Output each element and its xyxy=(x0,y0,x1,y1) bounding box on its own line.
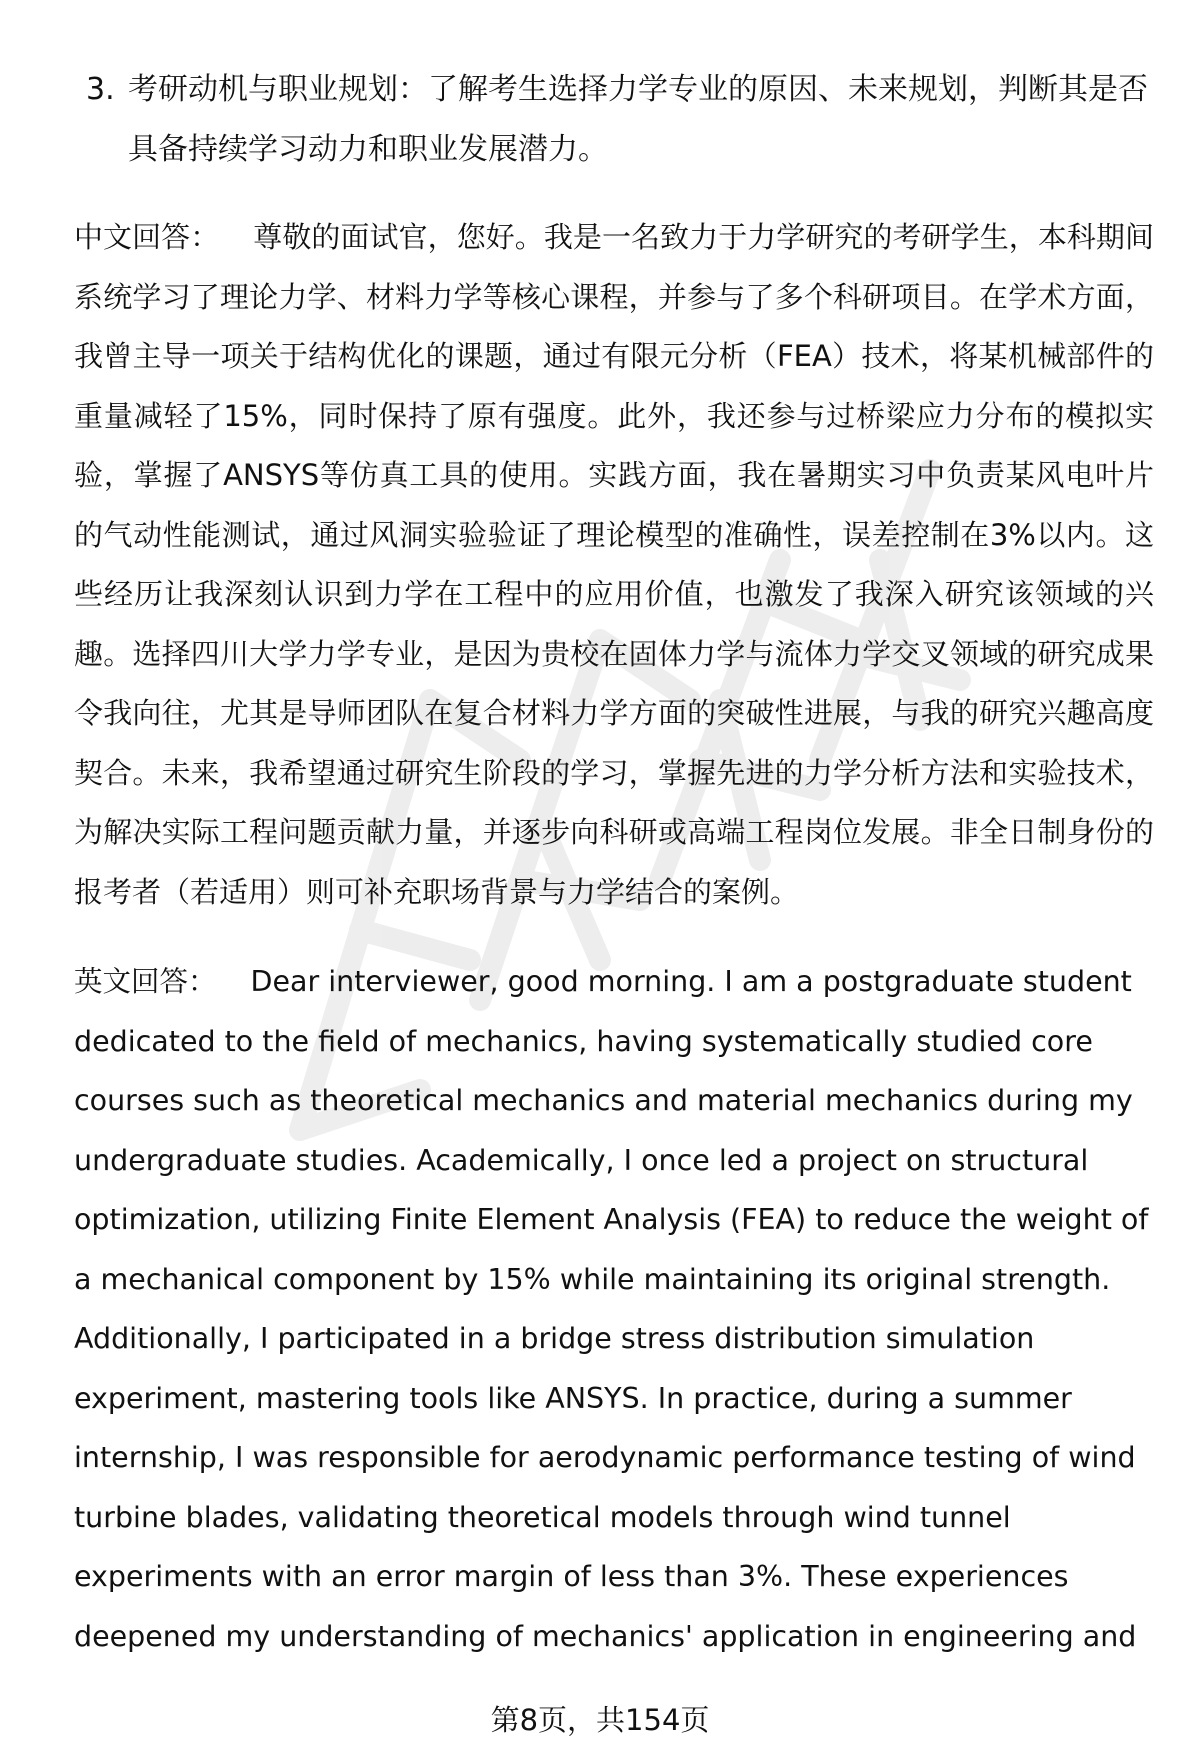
question-number: 3. xyxy=(86,72,115,107)
english-answer-label: 英文回答： xyxy=(74,965,217,998)
english-answer-text: Dear interviewer, good morning. I am a postgraduate student dedicated to the field of mechanics, having systematically studied core courses such as theoretical mechanics and material mechanics during my undergraduate studies. Academically, I once led a project on structural optimization, utilizing Finite Element Analysis (FEA) to reduce the weight of a mechanical component by 15% while maintaining its original strength. Additionally, I participated in a bridge stress distribution simulation experiment, mastering tools like ANSYS. In practice, during a summer internship, I was responsible for aerodynamic performance testing of wind turbine blades, validating theoretical models through wind tunnel experiments with an error margin of less than 3%. These experiences deepened my understanding of mechanics' application in engineering and xyxy=(74,965,1149,1653)
question-item xyxy=(86,60,1150,180)
english-answer xyxy=(74,952,1154,1666)
question-text: 考研动机与职业规划：了解考生选择力学专业的原因、未来规划，判断其是否具备持续学习动力和职业发展潜力。 xyxy=(128,72,1148,167)
page-number: 第8页，共154页 xyxy=(490,1703,710,1737)
chinese-answer xyxy=(74,208,1154,922)
chinese-answer-label: 中文回答： xyxy=(74,220,220,254)
page-footer xyxy=(0,1700,1200,1740)
chinese-answer-text: 尊敬的面试官，您好。我是一名致力于力学研究的考研学生，本科期间系统学习了理论力学、材料力学等核心课程，并参与了多个科研项目。在学术方面，我曾主导一项关于结构优化的课题，通过有限元分析（FEA）技术，将某机械部件的重量减轻了15%，同时保持了原有强度。此外，我还参与过桥梁应力分布的模拟实验，掌握了ANSYS等仿真工具的使用。实践方面，我在暑期实习中负责某风电叶片的气动性能测试，通过风洞实验验证了理论模型的准确性，误差控制在3%以内。这些经历让我深刻认识到力学在工程中的应用价值，也激发了我深入研究该领域的兴趣。选择四川大学力学专业，是因为贵校在固体力学与流体力学交叉领域的研究成果令我向往，尤其是导师团队在复合材料力学方面的突破性进展，与我的研究兴趣高度契合。未来，我希望通过研究生阶段的学习，掌握先进的力学分析方法和实验技术，为解决实际工程问题贡献力量，并逐步向科研或高端工程岗位发展。非全日制身份的报考者（若适用）则可补充职场背景与力学结合的案例。 xyxy=(74,220,1154,909)
